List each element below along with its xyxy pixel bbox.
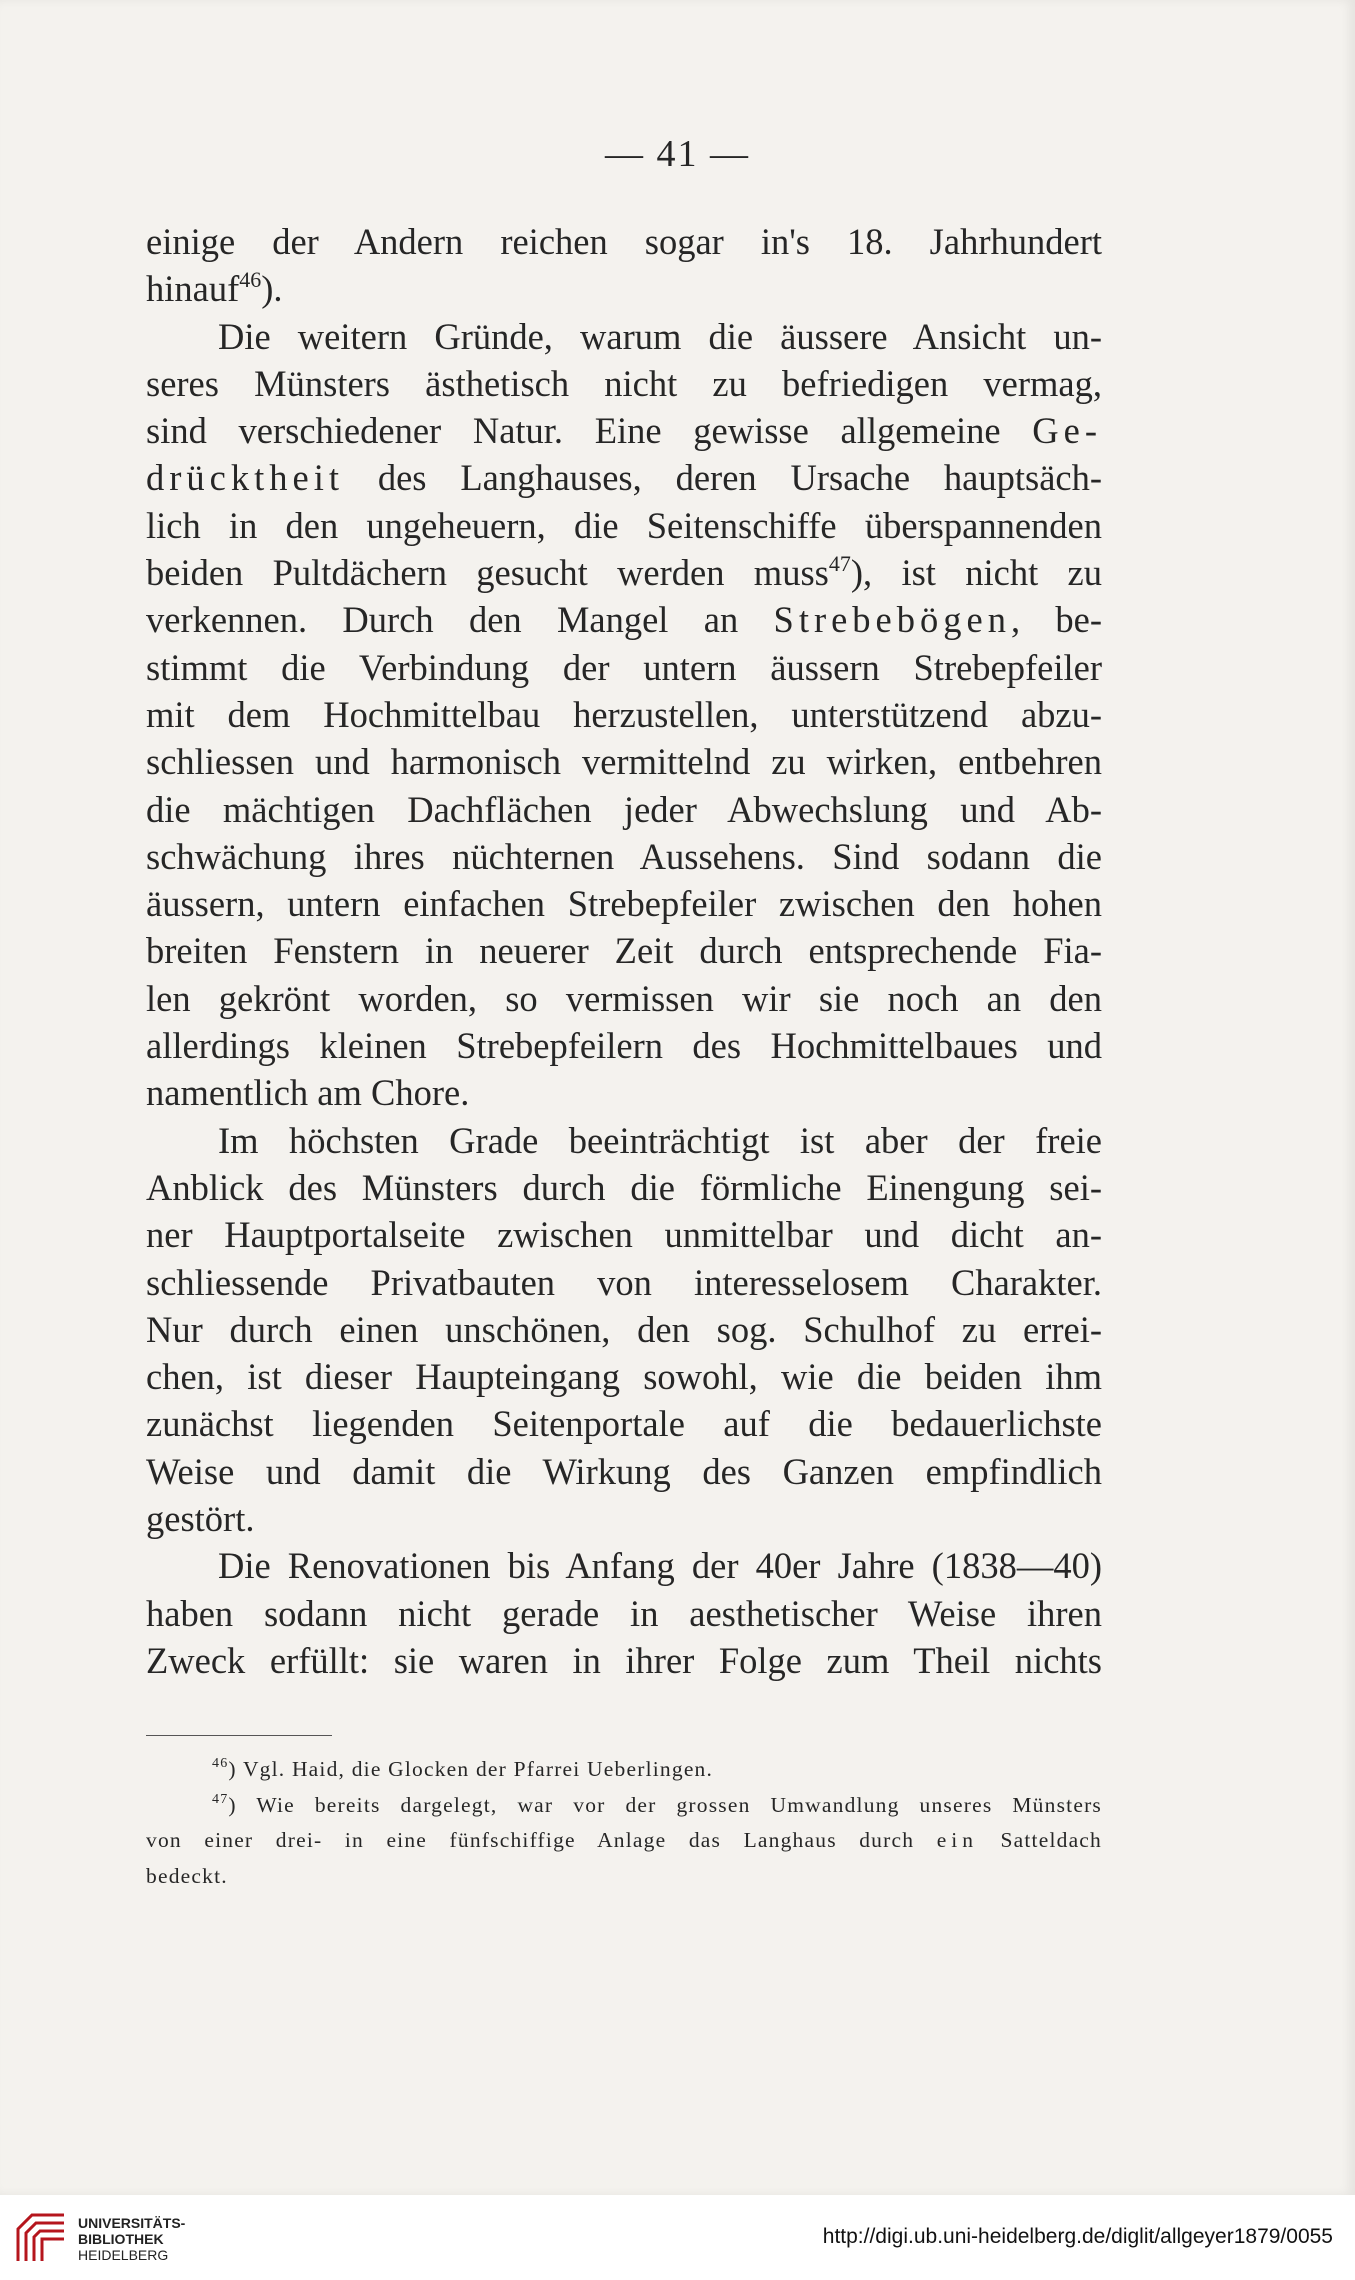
text-line: ner Hauptportalseite zwischen unmittelbar und dicht an- [146,1214,1102,1256]
text-line: len gekrönt worden, so vermissen wir sie noch an den [146,977,1102,1019]
text-line: mit dem Hochmittelbau herzustellen, unterstützend abzu- [146,693,1102,735]
text-line: Die weitern Gründe, warum die äussere Ansicht un- [218,315,1102,357]
text-line: die mächtigen Dachflächen jeder Abwechslung und Ab- [146,788,1102,830]
text-line: äussern, untern einfachen Strebepfeiler zwischen den hohen [146,883,1102,925]
text-line: seres Münsters ästhetisch nicht zu befriedigen vermag, [146,362,1102,404]
text-line: gestört. [146,1498,255,1540]
text-line: hinauf$^{46}$). [146,267,283,310]
permalink-url[interactable]: http://digi.ub.uni-heidelberg.de/diglit/allgeyer1879/0055 [822,2225,1333,2248]
footnote-mark: 47 [212,1791,229,1807]
viewer-footer [0,2195,1355,2280]
footnote-47-line: von einer drei- in eine fünfschiffige Anlage das Langhaus durch ein Satteldach [146,1828,1103,1852]
text-line: haben sodann nicht gerade in aesthetischer Weise ihren [146,1592,1102,1634]
text-line: allerdings kleinen Strebepfeilern des Hochmittelbaues und [146,1025,1102,1067]
text-line: Im höchsten Grade beeinträchtigt ist aber der freie [218,1119,1102,1161]
text-line: Die Renovationen bis Anfang der 40er Jahre (1838—40) [218,1545,1102,1587]
text-line: Nur durch einen unschönen, den sog. Schulhof zu errei- [146,1308,1102,1350]
library-name: UNIVERSITÄTS- BIBLIOTHEK HEIDELBERG [78,2215,186,2263]
text-line: Zweck erfüllt: sie waren in ihrer Folge zum Theil nichts [146,1639,1102,1681]
text-line: zunächst liegenden Seitenportale auf die bedauerlichste [146,1403,1102,1445]
text-line: breiten Fenstern in neuerer Zeit durch entsprechende Fia- [146,930,1102,972]
text-line: beiden Pultdächern gesucht werden muss$^{47}$), ist nicht zu [146,551,1103,594]
text-line: schwächung ihres nüchternen Aussehens. Sind sodann die [146,835,1102,877]
text-line: drücktheit des Langhauses, deren Ursache hauptsäch- [146,457,1103,499]
text-line: sind verschiedener Natur. Eine gewisse allgemeine Ge- [146,410,1103,452]
text-line: Weise und damit die Wirkung des Ganzen empfindlich [146,1450,1102,1492]
text-line: chen, ist dieser Haupteingang sowohl, wie die beiden ihm [146,1356,1102,1398]
text-line: lich in den ungeheuern, die Seitenschiffe überspannenden [146,504,1102,546]
footnote-46: $^{46}$) Vgl. Haid, die Glocken der Pfarrei Ueberlingen. [212,1756,714,1781]
library-logo-icon [12,2209,70,2267]
text-line: Anblick des Münsters durch die förmliche Einengung sei- [146,1166,1102,1208]
spaced-emphasis: ein [936,1828,978,1852]
footnote-divider [146,1735,332,1736]
footnote-ref: 47 [828,551,851,577]
footnotes [146,1752,1102,1894]
text-line: verkennen. Durch den Mangel an Strebebögen, be- [146,599,1103,641]
footnote-ref: 46 [239,267,262,293]
text-line: schliessen und harmonisch vermittelnd zu wirken, entbehren [146,741,1102,783]
spaced-emphasis: Ge- [1032,410,1103,452]
footnote-mark: 46 [212,1756,229,1771]
spaced-emphasis: Strebebögen [773,599,1011,641]
text-line: schliessende Privatbauten von interesselosem Charakter. [146,1261,1102,1303]
footnote-47-line: bedeckt. [146,1863,228,1888]
text-line: namentlich am Chore. [146,1072,470,1114]
spaced-emphasis: drücktheit [146,457,344,499]
page-number: — 41 — [605,133,750,175]
footnote-47: $^{47}$) Wie bereits dargelegt, war vor der grossen Umwandlung unseres Münsters [212,1791,1102,1817]
text-line: einige der Andern reichen sogar in's 18. Jahrhundert [146,221,1102,262]
text-line: stimmt die Verbindung der untern äussern Strebepfeiler [146,646,1102,688]
body-text [146,218,1102,1684]
